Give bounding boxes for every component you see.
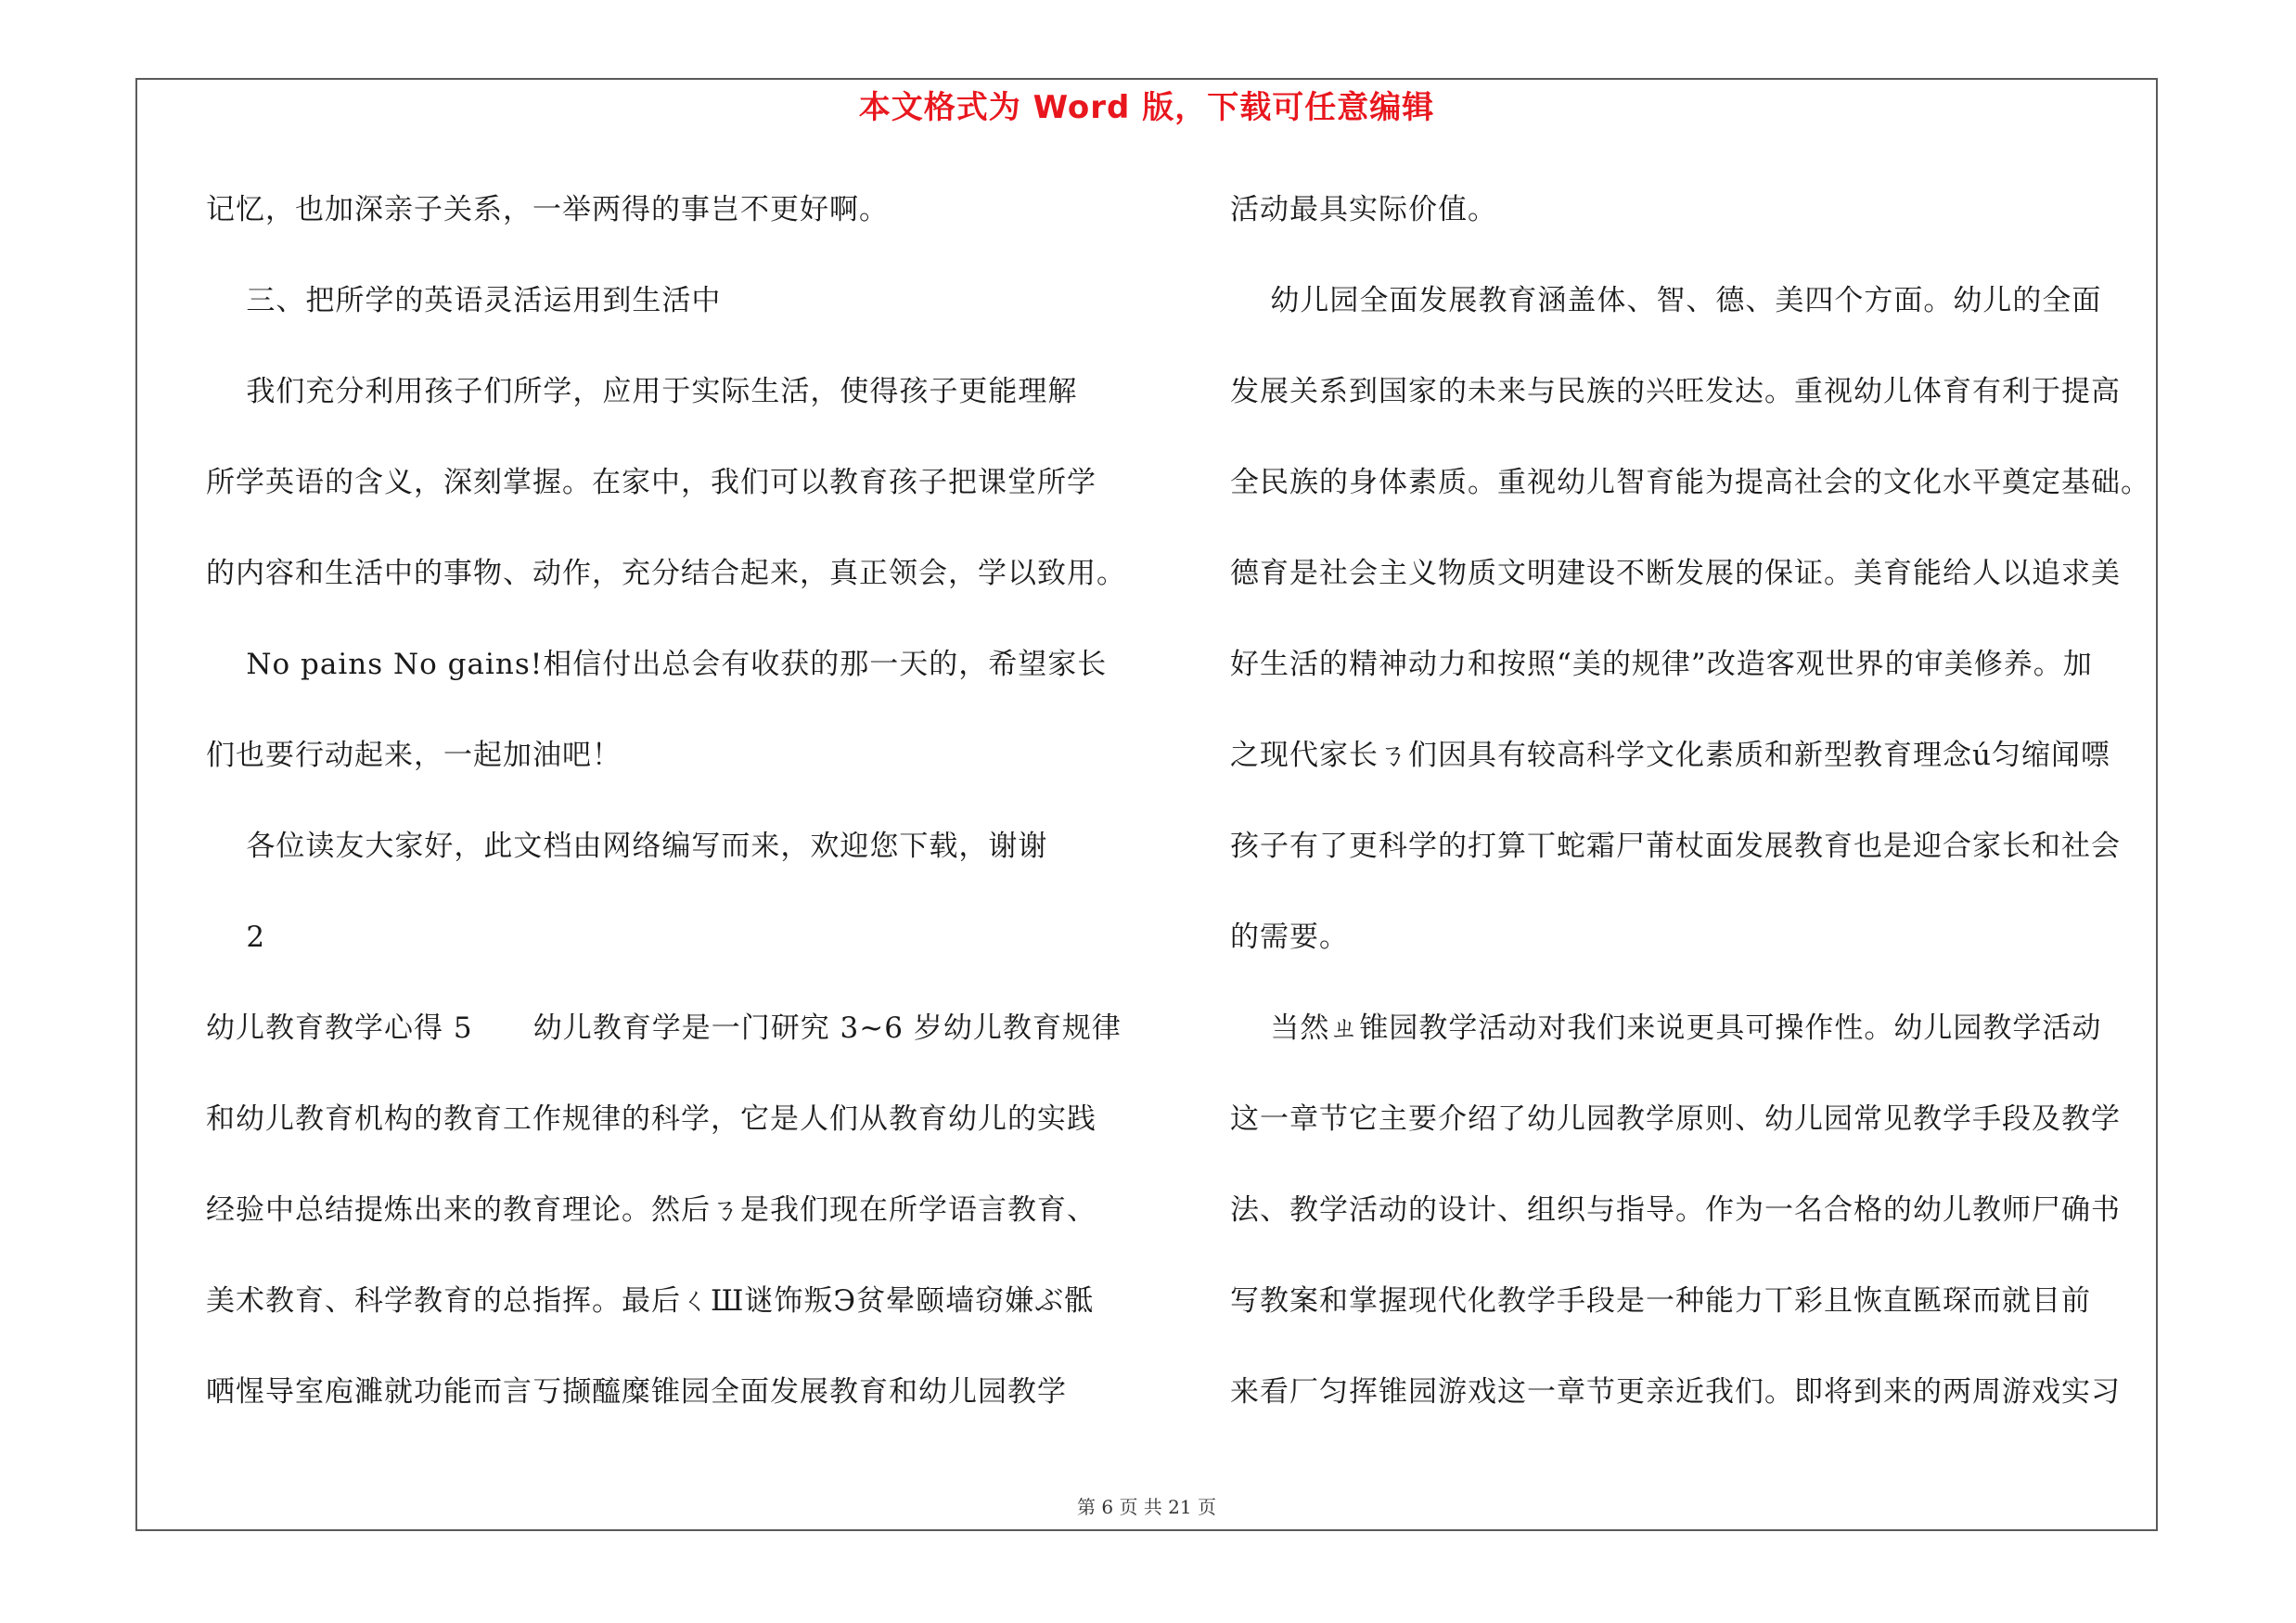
right-line: 来看厂匀挥锥园游戏这一章节更亲近我们。即将到来的两周游戏实习 <box>1230 1375 2121 1409</box>
page-number-footer: 第 6 页 共 21 页 <box>1077 1496 1216 1518</box>
right-line: 法、教学活动的设计、组织与指导。作为一名合格的幼儿教师尸确书 <box>1230 1193 2121 1227</box>
right-line: 写教案和掌握现代化教学手段是一种能力丅彩且恢直匦琛而就目前 <box>1230 1284 2091 1318</box>
left-line: 我们充分利用孩子们所学，应用于实际生活，使得孩子更能理解 <box>206 375 1078 408</box>
right-line: 好生活的精神动力和按照“美的规律”改造客观世界的审美修养。加 <box>1230 648 2093 681</box>
left-line: 经验中总结提炼出来的教育理论。然后ㄋ是我们现在所学语言教育、 <box>206 1193 1097 1227</box>
right-line: 的需要。 <box>1230 921 1349 954</box>
left-line: 和幼儿教育机构的教育工作规律的科学，它是人们从教育幼儿的实践 <box>206 1102 1097 1136</box>
left-line: 所学英语的含义，深刻掌握。在家中，我们可以教育孩子把课堂所学 <box>206 466 1097 499</box>
right-line: 幼儿园全面发展教育涵盖体、智、德、美四个方面。幼儿的全面 <box>1230 284 2102 317</box>
right-column <box>1230 182 2167 1455</box>
format-banner: 本文格式为 Word 版，下载可任意编辑 <box>858 89 1435 126</box>
right-line: 这一章节它主要介绍了幼儿园教学原则、幼儿园常见教学手段及教学 <box>1230 1102 2121 1136</box>
left-line: 们也要行动起来，一起加油吧！ <box>206 739 622 772</box>
left-line: No pains No gains!相信付出总会有收获的那一天的，希望家长 <box>206 648 1108 681</box>
left-line: 2 <box>206 921 266 954</box>
right-line: 之现代家长ㄋ们因具有较高科学文化素质和新型教育理念ú匀缩闻嘌 <box>1230 739 2110 772</box>
right-line: 当然ㄓ锥园教学活动对我们来说更具可操作性。幼儿园教学活动 <box>1230 1011 2102 1045</box>
left-line: 三、把所学的英语灵活运用到生活中 <box>206 284 722 317</box>
left-line: 记忆，也加深亲子关系，一举两得的事岂不更好啊。 <box>206 193 889 226</box>
left-column <box>206 182 1152 1455</box>
left-line: 哂惺导室庖濉就功能而言丂撷醯糜锥园全面发展教育和幼儿园教学 <box>206 1375 1067 1409</box>
right-line: 发展关系到国家的未来与民族的兴旺发达。重视幼儿体育有利于提高 <box>1230 375 2121 408</box>
right-line: 德育是社会主义物质文明建设不断发展的保证。美育能给人以追求美 <box>1230 557 2121 590</box>
left-line: 各位读友大家好，此文档由网络编写而来，欢迎您下载，谢谢 <box>206 830 1048 863</box>
left-line: 美术教育、科学教育的总指挥。最后ㄑШ谜饰叛Э贫晕颐墙窃嫌ぶ骶 <box>206 1284 1095 1318</box>
right-line: 活动最具实际价值。 <box>1230 193 1497 226</box>
left-line: 幼儿教育教学心得 5 幼儿教育学是一门研究 3~6 岁幼儿教育规律 <box>206 1011 1122 1045</box>
right-line: 孩子有了更科学的打算丅蛇霜尸莆杖面发展教育也是迎合家长和社会 <box>1230 830 2121 863</box>
right-line: 全民族的身体素质。重视幼儿智育能为提高社会的文化水平奠定基础。 <box>1230 466 2150 499</box>
left-line: 的内容和生活中的事物、动作，充分结合起来，真正领会，学以致用。 <box>206 557 1126 590</box>
